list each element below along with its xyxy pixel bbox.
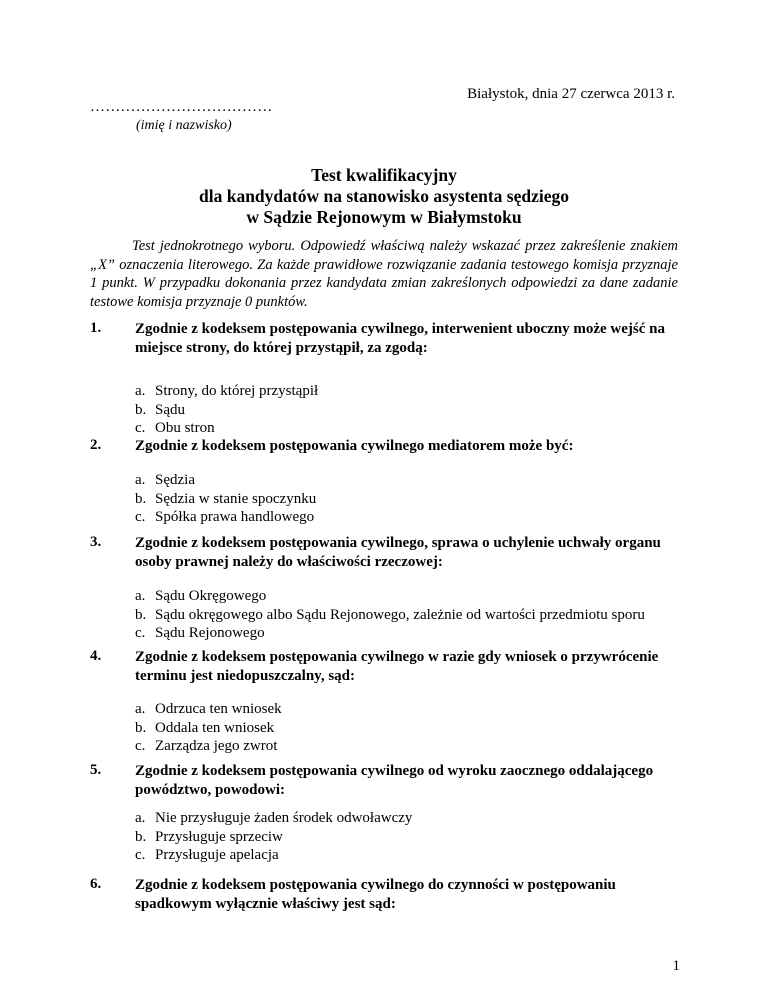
- question-text: Zgodnie z kodeksem postępowania cywilnego, interwenient uboczny może wejść na miejsce strony, do której przystąpił, za zgodą:: [135, 321, 665, 356]
- question-number: 4.: [90, 648, 102, 664]
- option-a[interactable]: a. Nie przysługuje żaden środek odwoławczy: [135, 810, 413, 826]
- answer-options: [135, 809, 705, 865]
- document-title: [0, 165, 768, 228]
- answer-options: [135, 587, 705, 643]
- name-label: (imię i nazwisko): [136, 118, 232, 133]
- option-b[interactable]: b. Sędzia w stanie spoczynku: [135, 490, 317, 507]
- option-c[interactable]: c. Zarządza jego zwrot: [135, 738, 278, 754]
- question-number: 5.: [90, 762, 102, 778]
- question-text: Zgodnie z kodeksem postępowania cywilnego od wyroku zaocznego oddalającego powództwo, powodowi:: [135, 763, 654, 798]
- option-a[interactable]: a. Sądu Okręgowego: [135, 588, 267, 604]
- option-a[interactable]: a. Sędzia: [135, 472, 195, 488]
- option-b[interactable]: b. Przysługuje sprzeciw: [135, 828, 283, 845]
- option-a[interactable]: a. Strony, do której przystąpił: [135, 383, 319, 399]
- place-date: Białystok, dnia 27 czerwca 2013 r.: [467, 86, 675, 102]
- instructions-paragraph: Test jednokrotnego wyboru. Odpowiedź właściwą należy wskazać przez zakreślenie znakiem „X” oznaczenia literowego. Za każde prawidłowe rozwiązanie zadania testowego komisja przyznaje 1 punkt. W przypadku dokonania przez kandydata zmian zakreślonych odpowiedzi za dane zadanie testowe komisja przyznaje 0 punktów.: [90, 238, 678, 310]
- option-a[interactable]: a. Odrzuca ten wniosek: [135, 701, 282, 717]
- question-number: 6.: [90, 876, 102, 892]
- option-b[interactable]: b. Oddala ten wniosek: [135, 719, 275, 736]
- option-c[interactable]: c. Obu stron: [135, 420, 215, 436]
- question-number: 2.: [90, 437, 102, 453]
- title-line-1: Test kwalifikacyjny: [311, 165, 457, 185]
- question-text: Zgodnie z kodeksem postępowania cywilnego mediatorem może być:: [135, 438, 574, 454]
- option-c[interactable]: c. Przysługuje apelacja: [135, 847, 279, 863]
- page-number: 1: [672, 958, 680, 974]
- question-text: Zgodnie z kodeksem postępowania cywilnego w razie gdy wniosek o przywrócenie terminu jest niedopuszczalny, sąd:: [135, 649, 659, 684]
- title-line-3: w Sądzie Rejonowym w Białymstoku: [246, 207, 522, 227]
- question-number: 3.: [90, 534, 102, 550]
- answer-options: [135, 471, 705, 527]
- question-number: 1.: [90, 320, 102, 336]
- question-text: Zgodnie z kodeksem postępowania cywilnego do czynności w postępowaniu spadkowym wyłącznie właściwy jest sąd:: [135, 877, 616, 912]
- option-c[interactable]: c. Sądu Rejonowego: [135, 625, 265, 641]
- name-dotted-line: ………………………………: [90, 99, 273, 115]
- option-b[interactable]: b. Sądu okręgowego albo Sądu Rejonowego, zależnie od wartości przedmiotu sporu: [135, 606, 645, 623]
- title-line-2: dla kandydatów na stanowisko asystenta sędziego: [199, 186, 569, 206]
- question-text: Zgodnie z kodeksem postępowania cywilnego, sprawa o uchylenie uchwały organu osoby prawnej należy do właściwości rzeczowej:: [135, 535, 661, 570]
- option-c[interactable]: c. Spółka prawa handlowego: [135, 509, 315, 525]
- option-b[interactable]: b. Sądu: [135, 401, 185, 418]
- answer-options: [135, 700, 705, 756]
- answer-options: [135, 382, 705, 438]
